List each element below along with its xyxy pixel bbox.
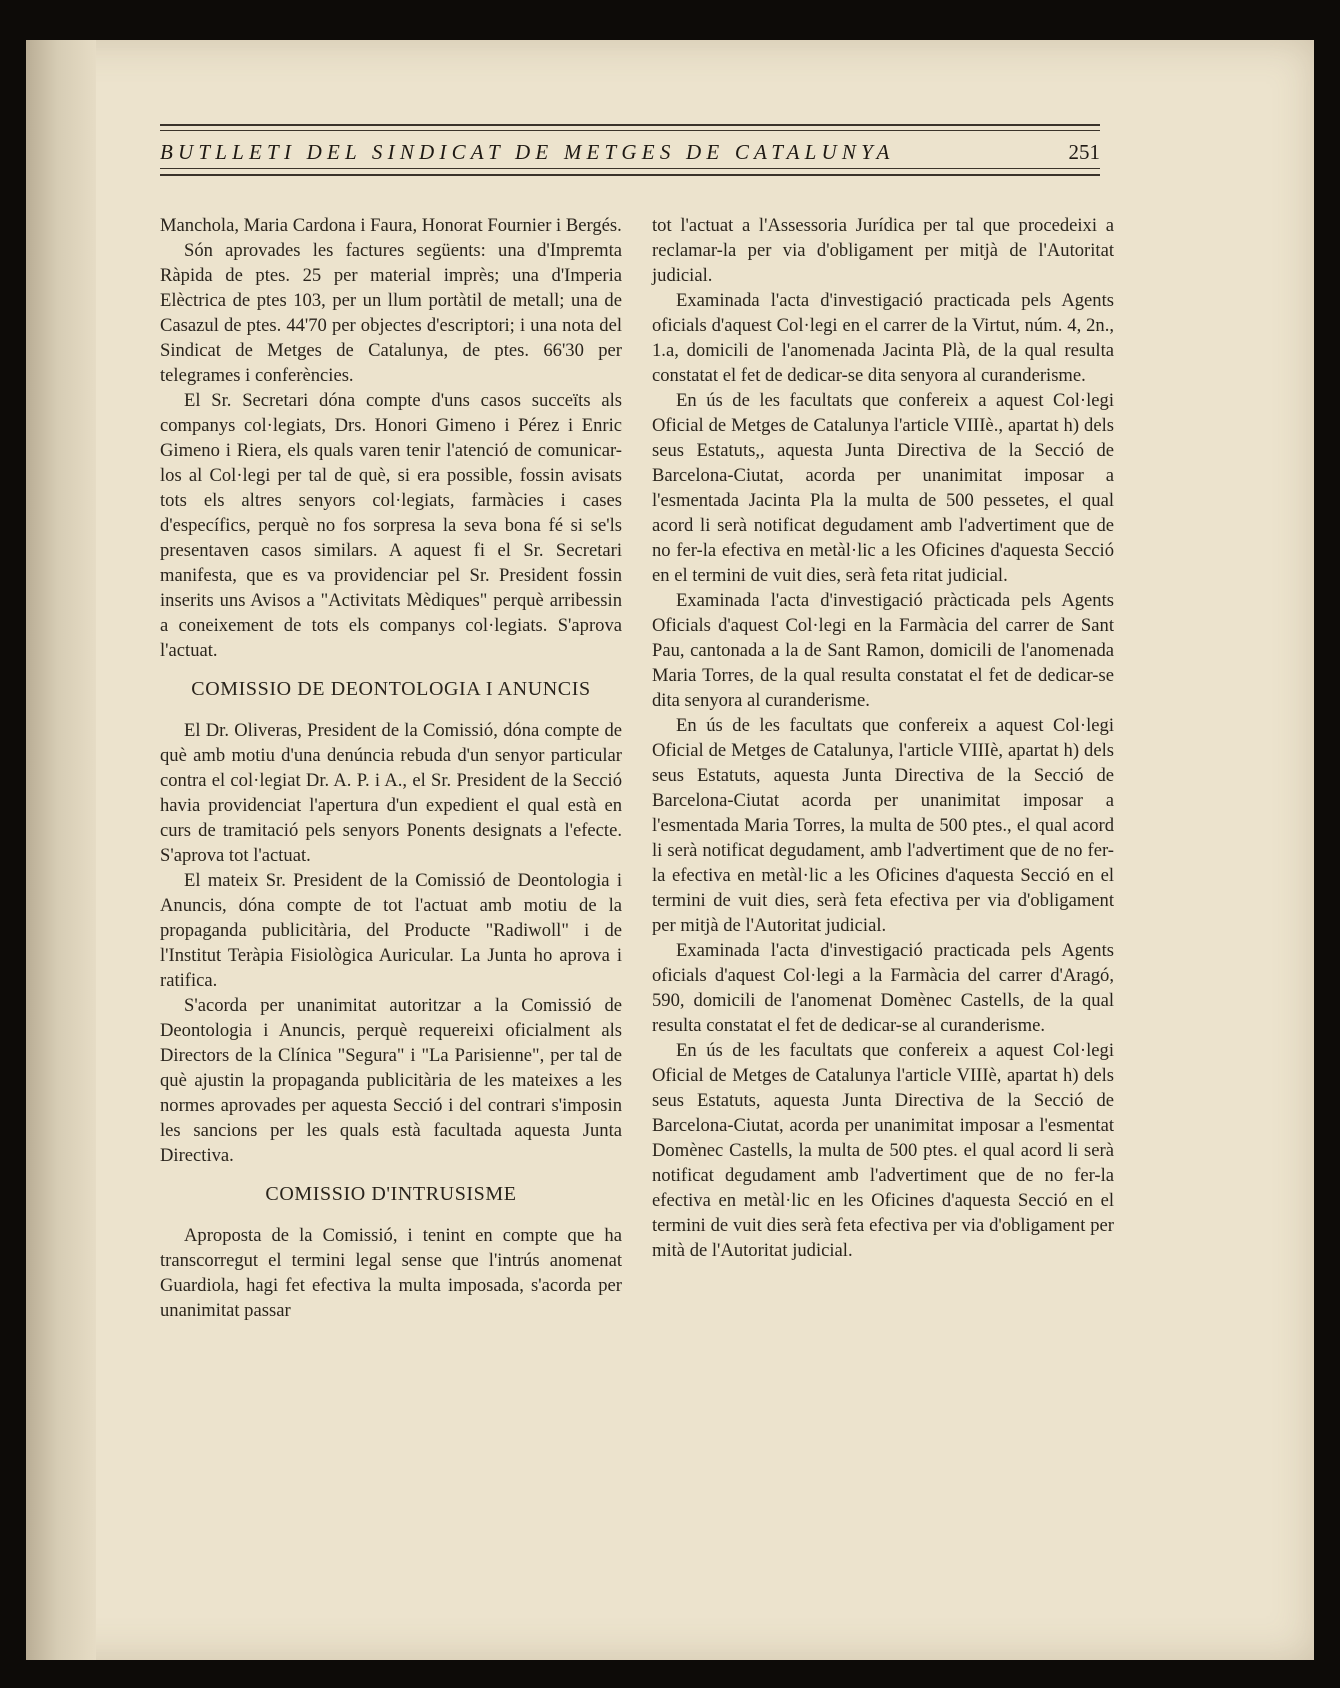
paragraph: Són aprovades les factures següents: una d'Impremta Ràpida de ptes. 25 per material imprès; una d'Imperia Elèctrica de ptes 103, per un llum portàtil de metall; una de Casazul de ptes. 44'70 per objectes d'escriptori; i una nota del Sindicat de Metges de Catalunya, de ptes. 66'30 per telegrames i conferències. (160, 240, 622, 386)
paragraph: En ús de les facultats que confereix a aquest Col·legi Oficial de Metges de Catalunya l'article VIIIè., apartat h) dels seus Estatuts,, aquesta Junta Directiva de la Secció de Barcelona-Ciutat, acorda per unanimitat imposar a l'esmentada Jacinta Pla la multa de 500 pessetes, el qual acord li serà notificat degudament amb l'advertiment que de no fer-la efectiva en metàl·lic a les Oficines d'aquesta Secció en el termini de vuit dies, serà feta ritat judicial. (652, 390, 1114, 586)
paragraph: El Dr. Oliveras, President de la Comissió, dóna compte de què amb motiu d'una denúncia rebuda d'un senyor particular contra el col·legiat Dr. A. P. i A., el Sr. President de la Secció havia providenciat l'apertura d'un expedient el qual està en curs de tramitació pels senyors Ponents designats a l'efecte. S'aprova tot l'actuat. (160, 720, 622, 866)
paragraph: El Sr. Secretari dóna compte d'uns casos succeïts als companys col·legiats, Drs. Honori Gimeno i Pérez i Enric Gimeno i Riera, els quals varen tenir l'atenció de comunicar-los al Col·legi per tal de què, si era possible, fossin avisats tots els altres senyors col·legiats, farmàcies i cases d'específics, perquè no fos sorpresa la seva bona fé si se'ls presentaven casos similars. A aquest fi el Sr. Secretari manifesta, que es va providenciar pel Sr. President fossin inserits uns Avisos a "Activitats Mèdiques" perquè arribessin a coneixement de tots els companys col·legiats. S'aprova l'actuat. (160, 390, 622, 661)
header-rule-bottom (160, 174, 1100, 176)
binding-spine (26, 40, 96, 1660)
running-title: BUTLLETI DEL SINDICAT DE METGES DE CATALUNYA (160, 140, 895, 164)
paragraph: El mateix Sr. President de la Comissió de Deontologia i Anuncis, dóna compte de tot l'actuat amb motiu de la propaganda publicitària, del Producte "Radiwoll" i de l'Institut Teràpia Fisiològica Auricular. La Junta ho aprova i ratifica. (160, 870, 622, 991)
paragraph: Examinada l'acta d'investigació practicada pels Agents oficials d'aquest Col·legi en el carrer de la Virtut, núm. 4, 2n., 1.a, domicili de l'anomenada Jacinta Plà, de la qual resulta constatat el fet de dedicar-se dita senyora al curanderisme. (652, 290, 1114, 386)
section-heading: COMISSIO D'INTRUSISME (265, 1183, 517, 1205)
paragraph: En ús de les facultats que confereix a aquest Col·legi Oficial de Metges de Catalunya l'article VIIIè, apartat h) dels seus Estatuts, aquesta Junta Directiva de la Secció de Barcelona-Ciutat, acorda per unanimitat imposar a l'esmentat Domènec Castells, la multa de 500 ptes. el qual acord li serà notificat degudament amb l'advertiment que de no fer-la efectiva en metàl·lic en les Oficines d'aquesta Secció en el termini de vuit dies serà feta efectiva per via d'obligament per mità de l'Autoritat judicial. (652, 1040, 1114, 1261)
header-rule-top (160, 124, 1100, 126)
page-number: 251 (1068, 140, 1100, 164)
paragraph: Aproposta de la Comissió, i tenint en compte que ha transcorregut el termini legal sense que l'intrús anomenat Guardiola, hagi fet efectiva la multa imposada, s'acorda per unanimitat passar (160, 1225, 622, 1321)
right-column (652, 213, 1114, 1263)
paragraph: En ús de les facultats que confereix a aquest Col·legi Oficial de Metges de Catalunya, l'article VIIIè, apartat h) dels seus Estatuts, aquesta Junta Directiva de la Secció de Barcelona-Ciutat acorda per unanimitat imposar a l'esmentada Maria Torres, la multa de 500 ptes., el qual acord li serà notificat degudament, amb l'advertiment que de no fer-la efectiva en metàl·lic a les Oficines d'aquesta Secció en el termini de vuit dies, serà feta efectiva per via d'obligament per mitjà de l'Autoritat judicial. (652, 715, 1114, 936)
paragraph: S'acorda per unanimitat autoritzar a la Comissió de Deontologia i Anuncis, perquè requereixi oficialment als Directors de la Clínica "Segura" i "La Parisienne", per tal de què ajustin la propaganda publicitària de les mateixes a les normes aprovades per aquesta Secció i del contrari s'imposin les sancions per les quals està facultada aquesta Junta Directiva. (160, 995, 622, 1166)
left-column (160, 213, 622, 1323)
header-rule-top-thin (160, 130, 1100, 131)
section-heading: COMISSIO DE DEONTOLOGIA I ANUNCIS (191, 678, 591, 700)
paragraph: Manchola, Maria Cardona i Faura, Honorat Fournier i Bergés. (160, 215, 622, 236)
paragraph: tot l'actuat a l'Assessoria Jurídica per tal que procedeixi a reclamar-la per via d'obligament per mitjà de l'Autoritat judicial. (652, 215, 1114, 286)
header-rule-bottom-thin (160, 168, 1100, 169)
paragraph: Examinada l'acta d'investigació pràcticada pels Agents Oficials d'aquest Col·legi en la Farmàcia del carrer de Sant Pau, cantonada a la de Sant Ramon, domicili de l'anomenada Maria Torres, de la qual resulta constatat el fet de dedicar-se dita senyora al curanderisme. (652, 590, 1114, 711)
page-header (160, 124, 1100, 180)
paragraph: Examinada l'acta d'investigació practicada pels Agents oficials d'aquest Col·legi a la Farmàcia del carrer d'Aragó, 590, domicili de l'anomenat Domènec Castells, de la qual resulta constatat el fet de dedicar-se al curanderisme. (652, 940, 1114, 1036)
